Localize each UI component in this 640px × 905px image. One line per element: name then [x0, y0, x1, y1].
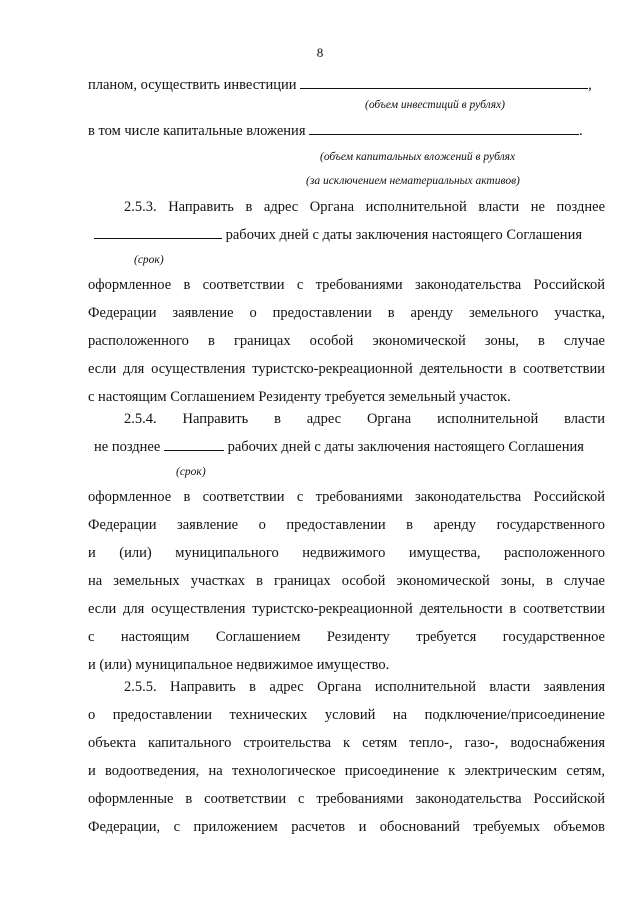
note-excluding-intangibles: (за исключением нематериальных активов) [306, 175, 520, 187]
p254-line-2-text: рабочих дней с даты заключения настоящего Соглашения [227, 439, 584, 455]
p254-term-blank [164, 438, 224, 451]
investments-comma: , [588, 77, 592, 93]
p253-line-6: если для осуществления туристско-рекреационной деятельности в соответствии [88, 361, 605, 377]
p253-line-4: Федерации заявление о предоставлении в аренду земельного участка, [88, 305, 605, 321]
p253-line-1: 2.5.3. Направить в адрес Органа исполнительной власти не позднее [124, 199, 605, 215]
p254-line-1: 2.5.4. Направить в адрес Органа исполнительной власти [124, 411, 605, 427]
p254-line-9: и (или) муниципальное недвижимое имущество. [88, 657, 390, 673]
line-investments [88, 76, 592, 94]
p254-line-6: на земельных участках в границах особой экономической зоны, в случае [88, 573, 605, 589]
p253-line-7: с настоящим Соглашением Резиденту требуется земельный участок. [88, 389, 511, 405]
p255-line-3: объекта капитального строительства к сетям тепло-, газо-, водоснабжения [88, 735, 605, 751]
p254-line-7: если для осуществления туристско-рекреационной деятельности в соответствии [88, 601, 605, 617]
p255-line-5: оформленные в соответствии с требованиями законодательства Российской [88, 791, 605, 807]
note-investments-volume: (объем инвестиций в рублях) [365, 99, 505, 111]
investments-text: планом, осуществить инвестиции [88, 77, 297, 93]
investments-blank [300, 76, 588, 89]
p253-line-5: расположенного в границах особой экономической зоны, в случае [88, 333, 605, 349]
p255-line-1: 2.5.5. Направить в адрес Органа исполнительной власти заявления [124, 679, 605, 695]
p254-line-2 [94, 438, 584, 456]
page-number: 8 [316, 45, 324, 60]
line-capital [88, 122, 583, 140]
p253-term-blank [94, 226, 222, 239]
capital-period: . [579, 123, 583, 139]
p254-line-8: с настоящим Соглашением Резиденту требуется государственное [88, 629, 605, 645]
p254-line-3: оформленное в соответствии с требованиями законодательства Российской [88, 489, 605, 505]
p254-term-note: (срок) [176, 466, 206, 478]
p254-line-4: Федерации заявление о предоставлении в аренду государственного [88, 517, 605, 533]
p254-line-5: и (или) муниципального недвижимого имущества, расположенного [88, 545, 605, 561]
p253-term-note: (срок) [134, 254, 164, 266]
p255-line-2: о предоставлении технических условий на подключение/присоединение [88, 707, 605, 723]
note-capital-volume: (объем капитальных вложений в рублях [320, 151, 516, 163]
p254-not-later: не позднее [94, 439, 161, 455]
capital-text: в том числе капитальные вложения [88, 123, 306, 139]
p253-line-2 [94, 226, 582, 244]
capital-blank [309, 122, 579, 135]
p255-line-6: Федерации, с приложением расчетов и обоснований требуемых объемов [88, 819, 605, 835]
p255-line-4: и водоотведения, на технологическое присоединение к электрическим сетям, [88, 763, 605, 779]
p253-line-2-text: рабочих дней с даты заключения настоящего Соглашения [225, 227, 582, 243]
p253-line-3: оформленное в соответствии с требованиями законодательства Российской [88, 277, 605, 293]
